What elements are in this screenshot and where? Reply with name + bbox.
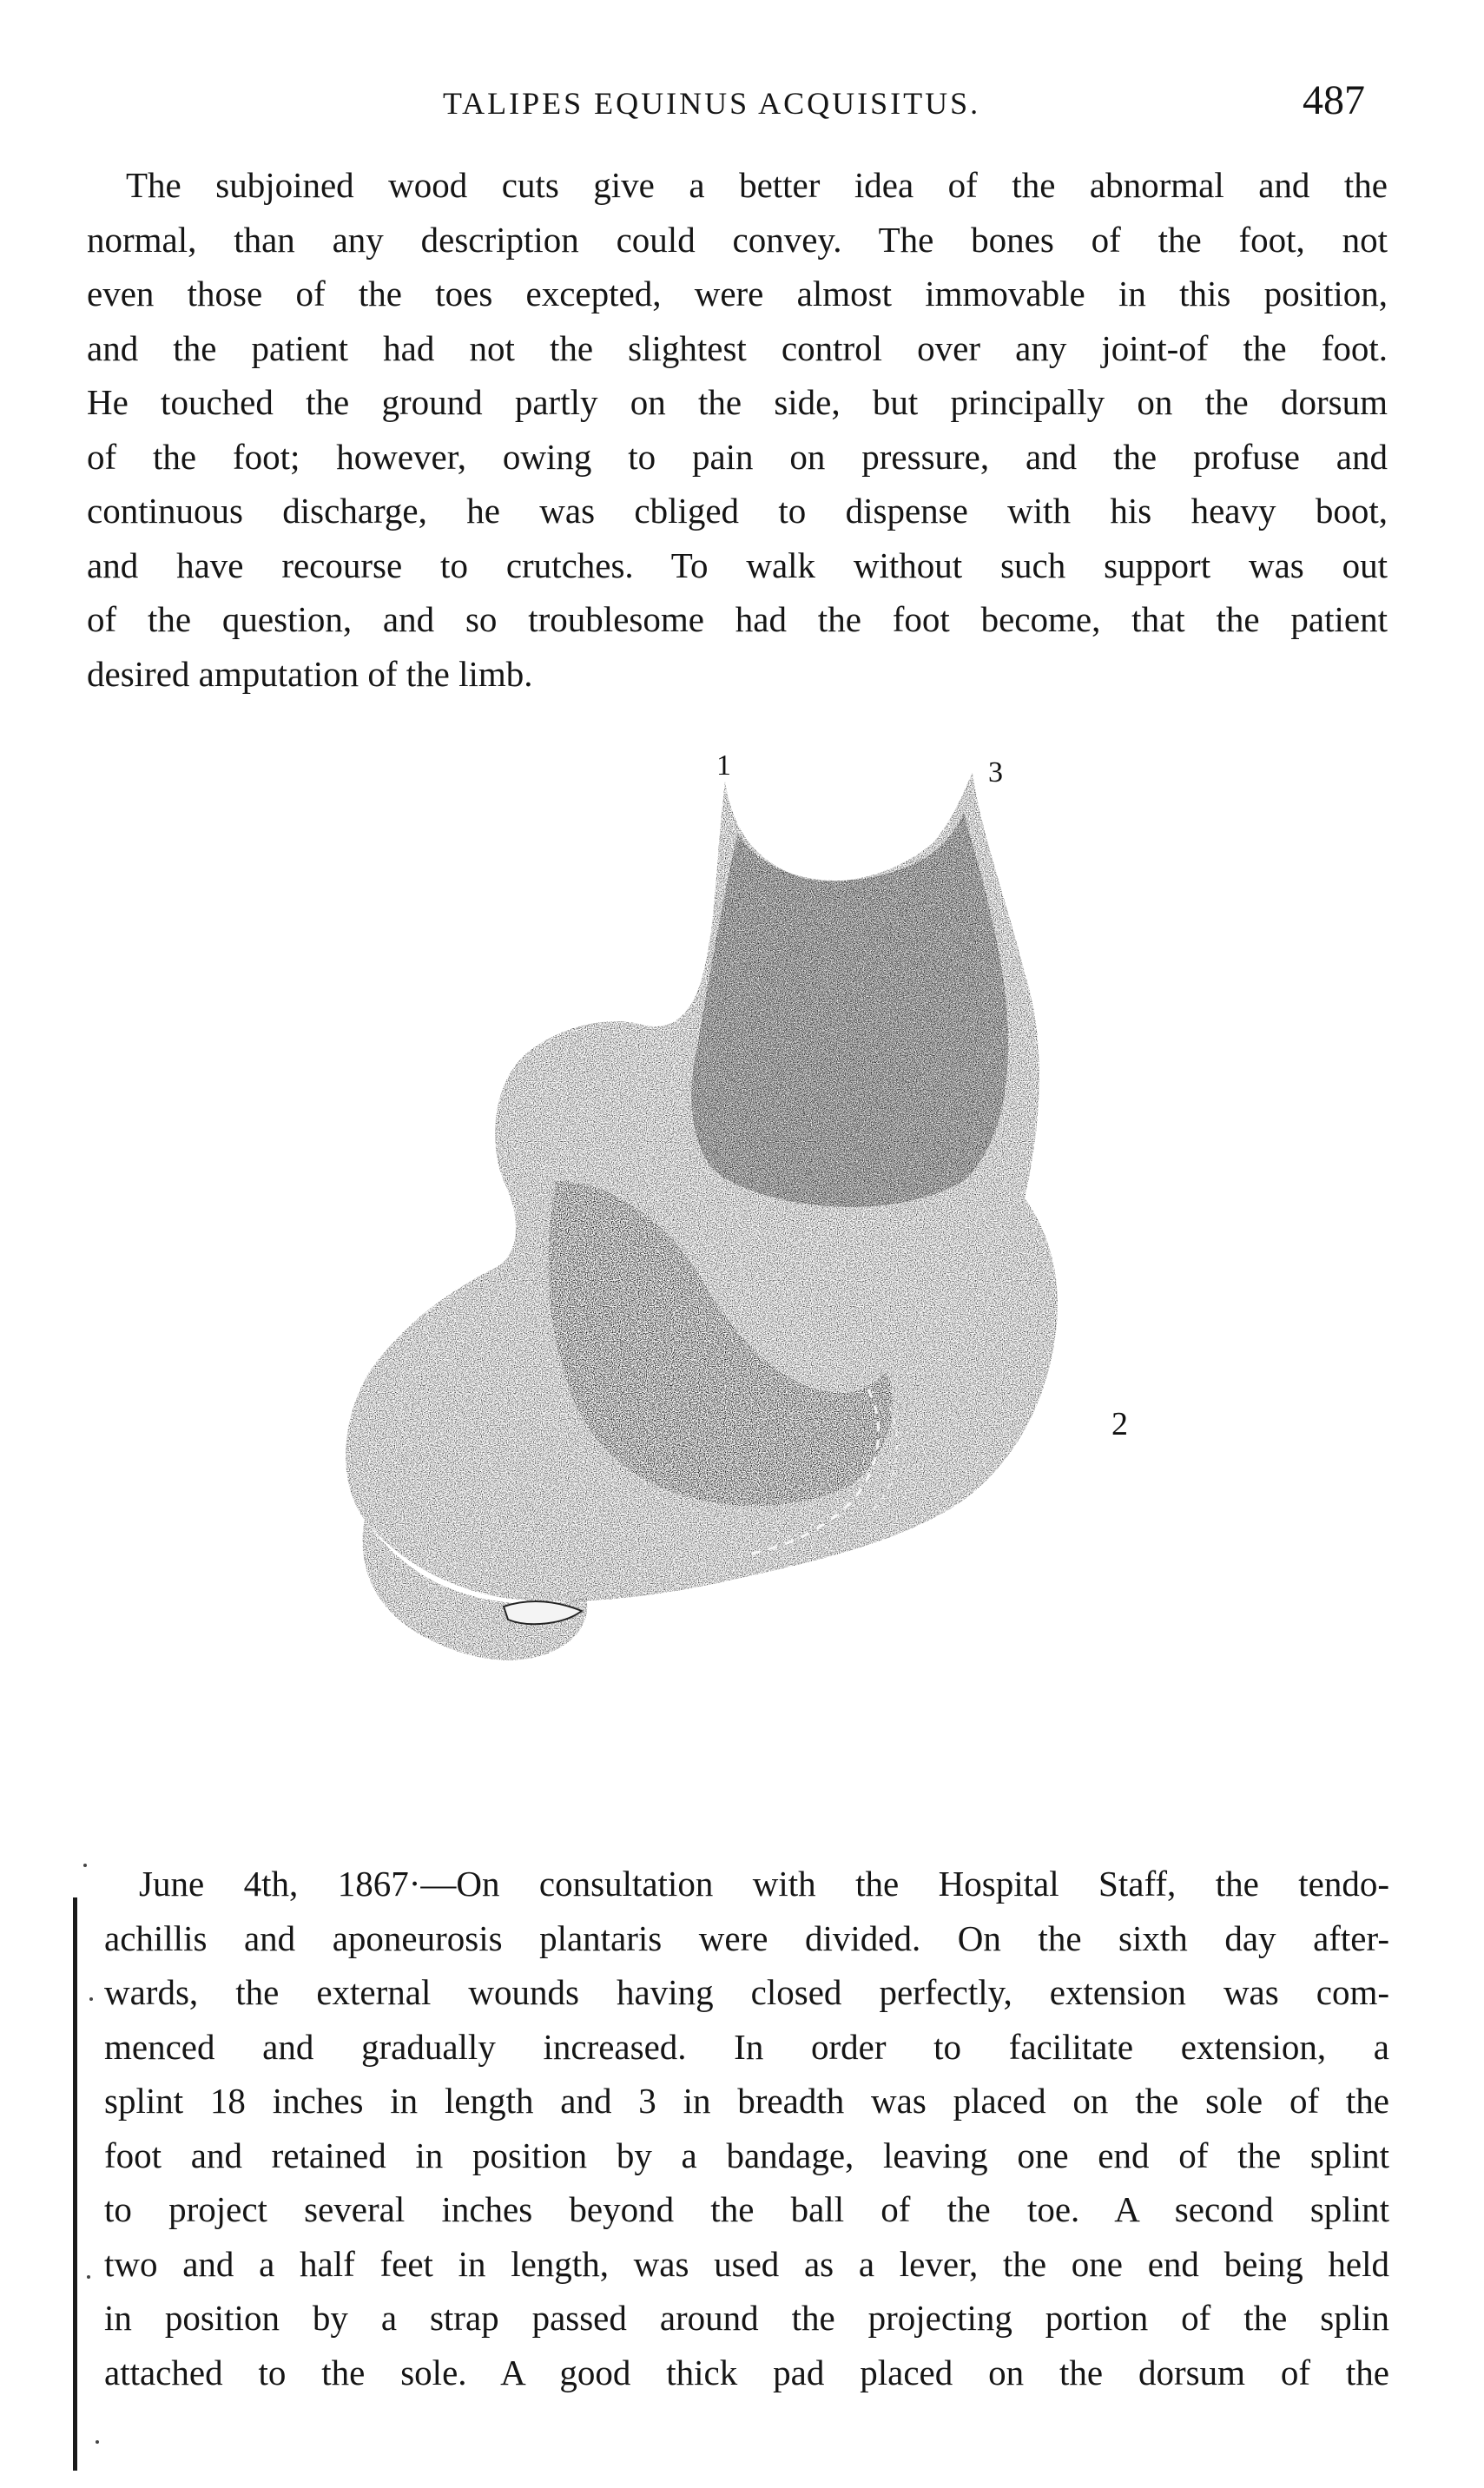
text-line: two and a half feet in length, was used as a lever, the one end being held [104,2243,1389,2284]
text-line: desired amputation of the limb. [87,653,533,694]
text-line: even those of the toes excepted, were almost immovable in this position, [87,274,1388,313]
text-line: in position by a strap passed around the projecting portion of the splin [104,2298,1389,2338]
paragraph-intro [87,158,1388,701]
text-line: achillis and aponeurosis plantaris were divided. On the sixth day after- [104,1917,1389,1958]
text-line: normal, than any description could convey. The bones of the foot, not [87,219,1388,260]
scan-speck [89,1997,93,2001]
woodcut-figure-deformed-foot [243,729,1242,1824]
scan-speck [87,2275,90,2279]
text-line: The subjoined wood cuts give a better idea of the abnormal and the [126,165,1388,205]
scan-speck [83,1864,87,1867]
text-line: splint 18 inches in length and 3 in breadth was placed on the sole of the [104,2081,1389,2121]
running-title: TALIPES EQUINUS ACQUISITUS. [443,86,981,121]
text-line: continuous discharge, he was cbliged to dispense with his heavy boot, [87,491,1388,531]
text-line: menced and gradually increased. In order to facilitate extension, a [104,2026,1389,2067]
figure-mark-2: 2 [1111,1406,1128,1442]
text-line: He touched the ground partly on the side, but principally on the dorsum [87,382,1388,422]
text-line: wards, the external wounds having closed perfectly, extension was com- [104,1972,1389,2012]
text-line: foot and retained in position by a bandage, leaving one end of the splint [104,2135,1389,2175]
margin-scan-line [73,1897,77,2471]
foot-silhouette [346,773,1058,1660]
figure-mark-3: 3 [988,756,1003,789]
text-line: of the foot; however, owing to pain on pressure, and the profuse and [87,436,1388,477]
text-line: to project several inches beyond the ball of the toe. A second splint [104,2189,1389,2229]
text-line: attached to the sole. A good thick pad placed on the dorsum of the [104,2352,1389,2392]
text-line: and the patient had not the slightest control over any joint-of the foot. [87,327,1388,368]
text-line: June 4th, 1867·—On consultation with the Hospital Staff, the tendo- [139,1864,1389,1904]
paragraph-treatment [104,1857,1389,2399]
woodcut-illustration [243,729,1242,1824]
page-number: 487 [1303,77,1365,123]
text-line: of the question, and so troublesome had the foot become, that the patient [87,599,1388,639]
figure-mark-1: 1 [716,749,731,782]
running-head [0,76,1484,129]
scan-speck [96,2440,99,2444]
text-line: and have recourse to crutches. To walk without such support was out [87,544,1388,585]
